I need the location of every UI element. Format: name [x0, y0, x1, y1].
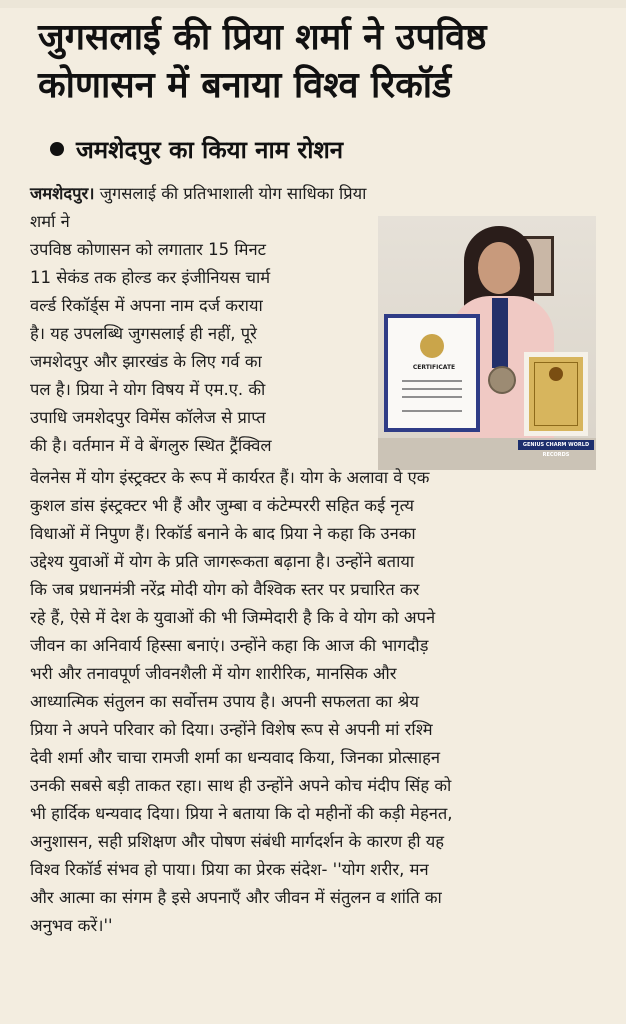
body-line: उपाधि जमशेदपुर विमेंस कॉलेज से प्राप्त: [30, 408, 266, 427]
article-body-narrow: [30, 180, 380, 460]
body-line: उनकी सबसे बड़ी ताकत रहा। साथ ही उन्होंने अपने कोच मंदीप सिंह को: [30, 776, 452, 795]
certificate-title: CERTIFICATE: [412, 364, 456, 371]
body-line: अनुशासन, सही प्रशिक्षण और पोषण संबंधी मार्गदर्शन के कारण ही यह: [30, 832, 445, 851]
subheadline-text: जमशेदपुर का किया नाम रोशन: [76, 136, 344, 164]
body-line: देवी शर्मा और चाचा रामजी शर्मा का धन्यवाद किया, जिनका प्रोत्साहन: [30, 748, 441, 767]
photo-figure-face: [478, 242, 520, 294]
body-line: भी हार्दिक धन्यवाद दिया। प्रिया ने बताया कि दो महीनों की कड़ी मेहनत,: [30, 804, 453, 823]
dateline: जमशेदपुर।: [30, 184, 95, 203]
body-line: 11 सेकंड तक होल्ड कर इंजीनियस चार्म: [30, 268, 271, 287]
plaque-label: GENIUS CHARM WORLD RECORDS: [518, 440, 594, 450]
body-line: रहे हैं, ऐसे में देश के युवाओं की भी जिम्मेदारी है कि वे योग को अपने: [30, 608, 436, 627]
body-line: की है। वर्तमान में वे बेंगलुरु स्थित ट्रैंक्विल: [30, 436, 272, 455]
body-line: उपविष्ठ कोणासन को लगातार 15 मिनट: [30, 240, 266, 259]
body-line: भरी और तनावपूर्ण जीवनशैली में योग शारीरिक, मानसिक और: [30, 664, 397, 683]
body-line: वेलनेस में योग इंस्ट्रक्टर के रूप में कार्यरत हैं। योग के अलावा वे एक: [30, 468, 430, 487]
body-line: विश्व रिकॉर्ड संभव हो पाया। प्रिया का प्रेरक संदेश- ''योग शरीर, मन: [30, 860, 429, 879]
body-line: पल है। प्रिया ने योग विषय में एम.ए. की: [30, 380, 266, 399]
certificate-text-line: [402, 410, 462, 412]
certificate-text-line: [402, 388, 462, 390]
body-line: अनुभव करें।'': [30, 916, 113, 935]
certificate-right: [524, 352, 588, 436]
body-line: जमशेदपुर और झारखंड के लिए गर्व का: [30, 352, 262, 371]
body-line: प्रिया ने अपने परिवार को दिया। उन्होंने विशेष रूप से अपनी मां रश्मि: [30, 720, 433, 739]
headline-line-2: कोणासन में बनाया विश्व रिकॉर्ड: [38, 65, 452, 106]
headline: [38, 14, 598, 110]
medal-ribbon: [492, 298, 508, 368]
body-line: जीवन का अनिवार्य हिस्सा बनाएं। उन्होंने कहा कि आज की भागदौड़: [30, 636, 429, 655]
body-line: कुशल डांस इंस्ट्रक्टर भी हैं और जुम्बा व कंटेम्पररी सहित कई नृत्य: [30, 496, 414, 515]
headline-line-1: जुगसलाई की प्रिया शर्मा ने उपविष्ठ: [38, 17, 487, 58]
body-line: वर्ल्ड रिकॉर्ड्स में अपना नाम दर्ज कराया: [30, 296, 263, 315]
certificate-text-line: [402, 380, 462, 382]
subheadline: [50, 133, 570, 167]
body-line: और आत्मा का संगम है इसे अपनाएँ और जीवन में संतुलन व शांति का: [30, 888, 442, 907]
body-line: आध्यात्मिक संतुलन का सर्वोत्तम उपाय है। अपनी सफलता का श्रेय: [30, 692, 419, 711]
top-strip: [0, 0, 626, 8]
article-photo: [378, 216, 596, 470]
certificate-seal-icon: [420, 334, 444, 358]
medal-icon: [488, 366, 516, 394]
body-line: है। यह उपलब्धि जुगसलाई ही नहीं, पूरे: [30, 324, 257, 343]
body-line: विधाओं में निपुण हैं। रिकॉर्ड बनाने के बाद प्रिया ने कहा कि उनका: [30, 524, 416, 543]
certificate-text-line: [402, 396, 462, 398]
bullet-icon: [50, 142, 64, 156]
body-line: कि जब प्रधानमंत्री नरेंद्र मोदी योग को वैश्विक स्तर पर प्रचारित कर: [30, 580, 420, 599]
certificate-emblem-icon: [549, 367, 563, 381]
article-body-full: [30, 464, 596, 940]
certificate-left: [384, 314, 480, 432]
body-line: जमशेदपुर। जुगसलाई की प्रतिभाशाली योग साधिका प्रिया शर्मा ने: [30, 184, 367, 231]
body-line: उद्देश्य युवाओं में योग के प्रति जागरूकता बढ़ाना है। उन्होंने बताया: [30, 552, 415, 571]
